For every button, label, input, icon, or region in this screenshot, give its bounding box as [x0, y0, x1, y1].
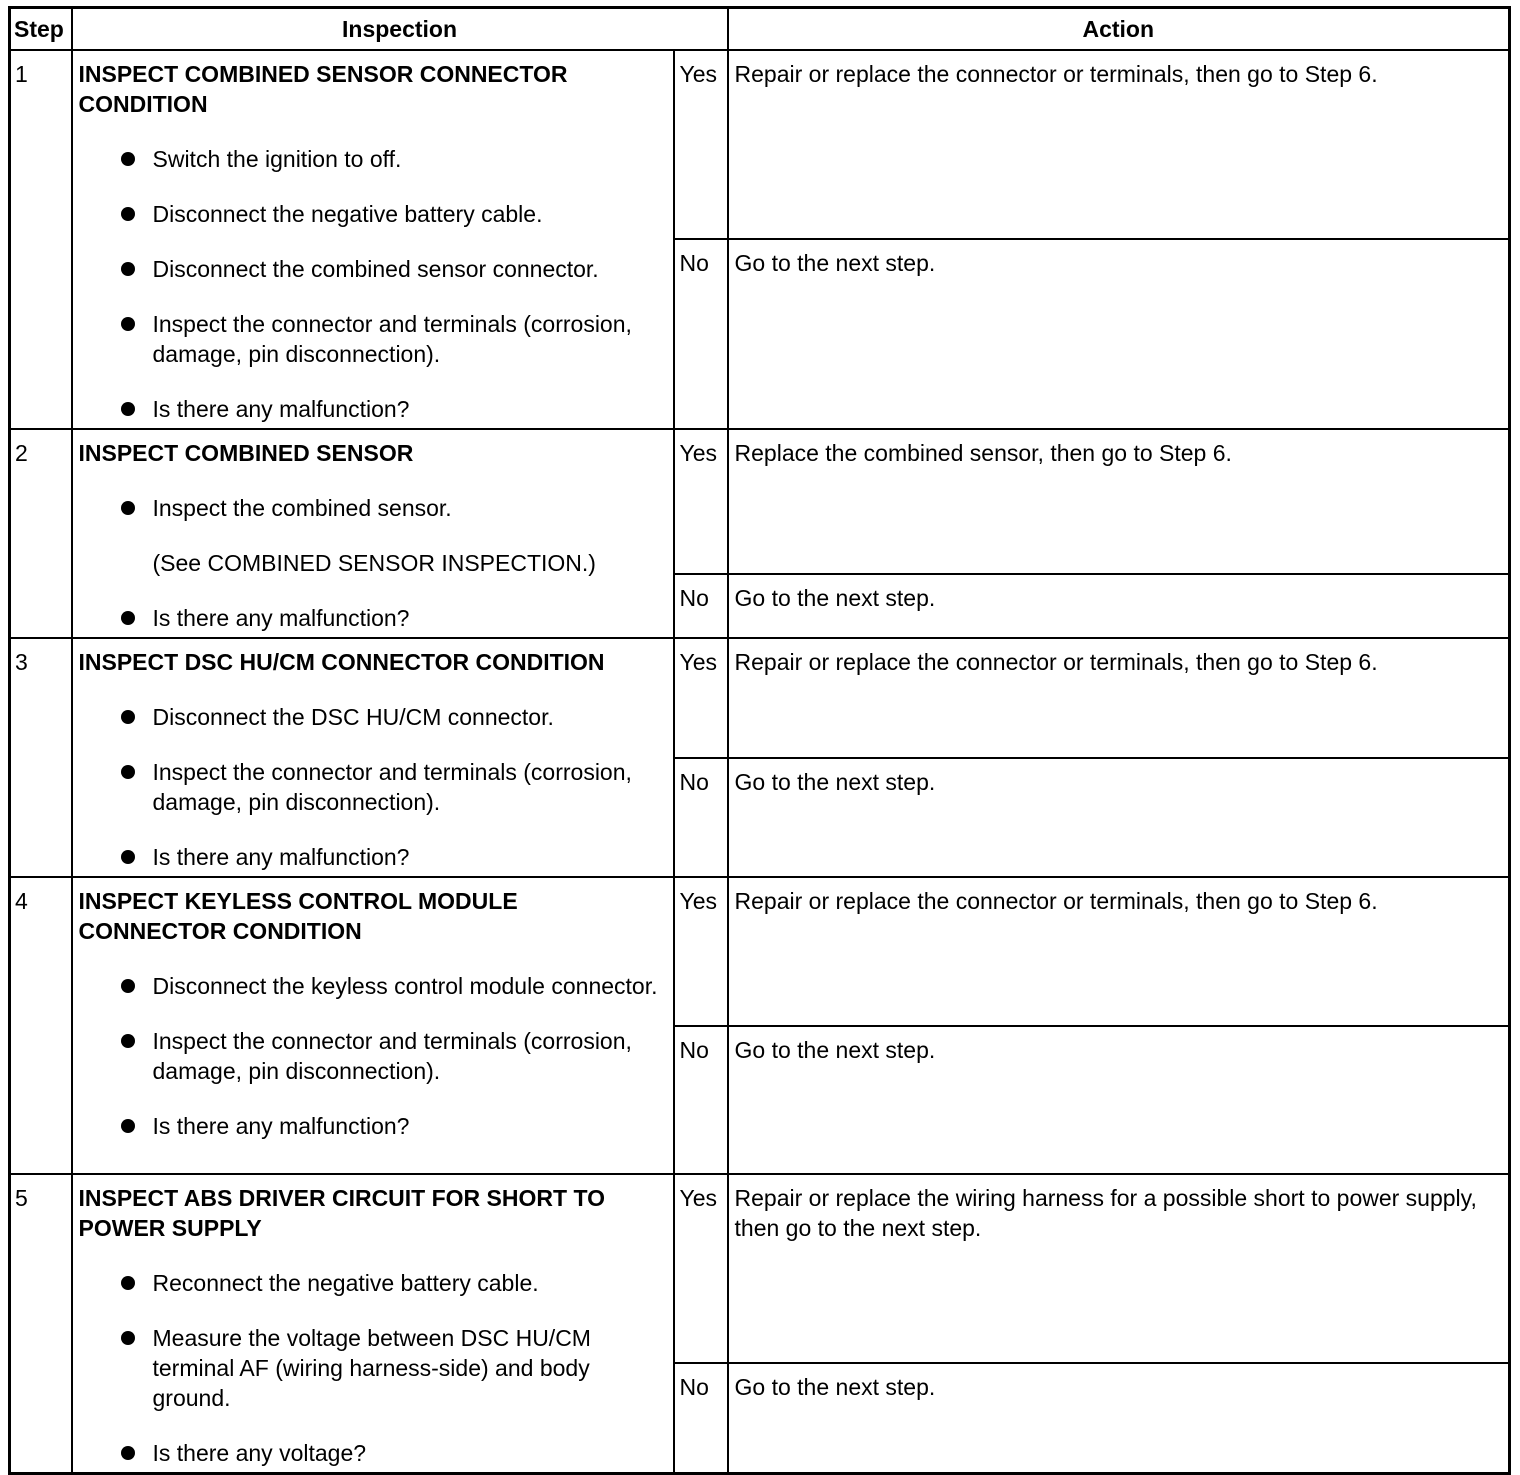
list-item: Disconnect the combined sensor connector. [79, 254, 663, 284]
no-label: No [674, 1026, 728, 1174]
bullet-icon [121, 402, 135, 416]
inspection-title: INSPECT DSC HU/CM CONNECTOR CONDITION [78, 649, 605, 675]
inspection-bullets [79, 493, 663, 523]
header-row [10, 8, 1510, 51]
yes-action: Repair or replace the connector or terminals, then go to Step 6. [728, 877, 1510, 1026]
step-number: 5 [10, 1174, 72, 1474]
list-item: Disconnect the keyless control module connector. [79, 971, 663, 1001]
bullet-icon [121, 850, 135, 864]
step-number: 3 [10, 638, 72, 877]
yes-label: Yes [674, 429, 728, 574]
bullet-icon [121, 765, 135, 779]
step-row-5-yes [10, 1174, 1510, 1363]
step-number: 2 [10, 429, 72, 638]
step-row-3-yes [10, 638, 1510, 758]
list-item: Switch the ignition to off. [79, 144, 663, 174]
list-item: Inspect the combined sensor. [79, 493, 663, 523]
yes-action: Repair or replace the connector or terminals, then go to Step 6. [728, 638, 1510, 758]
inspection-bullets [79, 603, 663, 633]
no-label: No [674, 758, 728, 878]
no-action: Go to the next step. [728, 1026, 1510, 1174]
list-item: Is there any malfunction? [79, 842, 663, 872]
step-row-1-yes [10, 50, 1510, 239]
yes-action: Replace the combined sensor, then go to Step 6. [728, 429, 1510, 574]
bullet-icon [121, 1034, 135, 1048]
header-inspection: Inspection [72, 8, 728, 51]
inspection-cell [72, 429, 674, 638]
bullet-icon [121, 262, 135, 276]
inspection-bullets [79, 971, 663, 1141]
yes-label: Yes [674, 50, 728, 239]
list-item: Measure the voltage between DSC HU/CM terminal AF (wiring harness-side) and body ground. [79, 1323, 663, 1413]
list-item: Is there any malfunction? [79, 1111, 663, 1141]
bullet-icon [121, 710, 135, 724]
list-item: Reconnect the negative battery cable. [79, 1268, 663, 1298]
no-action: Go to the next step. [728, 758, 1510, 878]
yes-label: Yes [674, 877, 728, 1026]
step-row-4-yes [10, 877, 1510, 1026]
yes-action: Repair or replace the connector or terminals, then go to Step 6. [728, 50, 1510, 239]
bullet-icon [121, 152, 135, 166]
header-action: Action [728, 8, 1510, 51]
bullet-icon [121, 207, 135, 221]
list-item: Inspect the connector and terminals (corrosion, damage, pin disconnection). [79, 1026, 663, 1086]
step-number: 1 [10, 50, 72, 429]
bullet-icon [121, 979, 135, 993]
no-label: No [674, 1363, 728, 1474]
list-item: Disconnect the DSC HU/CM connector. [79, 702, 663, 732]
list-item: Is there any malfunction? [79, 394, 663, 424]
bullet-icon [121, 1276, 135, 1290]
bullet-icon [121, 1119, 135, 1133]
bullet-icon [121, 1446, 135, 1460]
inspection-bullets [79, 144, 663, 424]
bullet-icon [121, 501, 135, 515]
list-item: Is there any voltage? [79, 1438, 663, 1468]
header-step: Step [10, 8, 72, 51]
inspection-bullets [79, 1268, 663, 1468]
inspection-cell [72, 877, 674, 1174]
bullet-icon [121, 317, 135, 331]
inspection-title: INSPECT ABS DRIVER CIRCUIT FOR SHORT TO POWER SUPPLY [78, 1185, 605, 1241]
no-label: No [674, 574, 728, 638]
list-item: Inspect the connector and terminals (corrosion, damage, pin disconnection). [79, 309, 663, 369]
yes-label: Yes [674, 638, 728, 758]
inspection-title: INSPECT COMBINED SENSOR [78, 440, 414, 466]
list-item: Is there any malfunction? [79, 603, 663, 633]
see-reference-note: (See COMBINED SENSOR INSPECTION.) [152, 550, 596, 576]
inspection-cell [72, 1174, 674, 1474]
list-item: Disconnect the negative battery cable. [79, 199, 663, 229]
inspection-cell [72, 638, 674, 877]
troubleshooting-table [8, 6, 1511, 1475]
step-row-2-yes [10, 429, 1510, 574]
inspection-title: INSPECT KEYLESS CONTROL MODULE CONNECTOR CONDITION [78, 888, 518, 944]
step-number: 4 [10, 877, 72, 1174]
bullet-icon [121, 611, 135, 625]
no-label: No [674, 239, 728, 429]
no-action: Go to the next step. [728, 574, 1510, 638]
inspection-cell [72, 50, 674, 429]
yes-label: Yes [674, 1174, 728, 1363]
list-item: Inspect the connector and terminals (corrosion, damage, pin disconnection). [79, 757, 663, 817]
bullet-icon [121, 1331, 135, 1345]
inspection-title: INSPECT COMBINED SENSOR CONNECTOR CONDITION [78, 61, 568, 117]
no-action: Go to the next step. [728, 239, 1510, 429]
inspection-bullets [79, 702, 663, 872]
yes-action: Repair or replace the wiring harness for a possible short to power supply, then go to the next step. [728, 1174, 1510, 1363]
no-action: Go to the next step. [728, 1363, 1510, 1474]
